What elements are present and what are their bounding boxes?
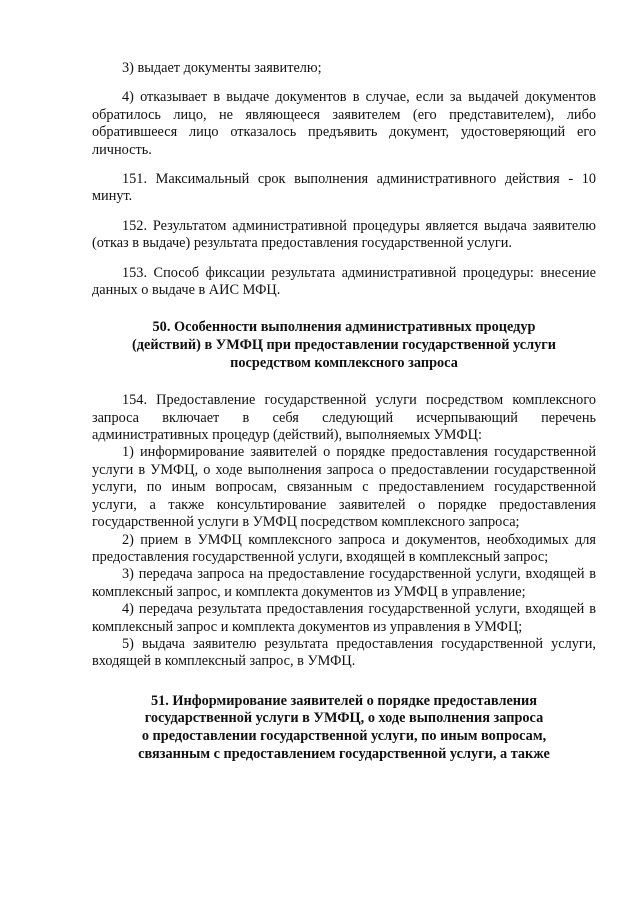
list-item-5: 5) выдача заявителю результата предоставления государственной услуги, входящей в комплексный запрос, в УМФЦ. <box>92 635 596 670</box>
list-item-3: 3) передача запроса на предоставление государственной услуги, входящей в комплексный запрос, и комплекта документов из УМФЦ в управление; <box>92 566 596 600</box>
heading-51-line-4: связанным с предоставлением государственной услуги, а также <box>138 745 550 762</box>
list-item-1: 1) информирование заявителей о порядке предоставления государственной услуги в УМФЦ, о ходе выполнения запроса о предоставлении государственной услуги, по иным вопросам, связанным с предоставлением государственной услуги, а также консультирование заявителей о порядке предоставления государственной услуги в УМФЦ посредством комплексного запроса; <box>92 444 596 531</box>
list-item-2: 2) прием в УМФЦ комплексного запроса и документов, необходимых для предоставления государственной услуги, входящей в комплексный запрос; <box>92 531 596 565</box>
heading-50-line-3: посредством комплексного запроса <box>230 354 458 371</box>
paragraph-151: 151. Максимальный срок выполнения административного действия - 10 минут. <box>92 171 596 205</box>
heading-51-line-3: о предоставлении государственной услуги, по иным вопросам, <box>141 727 547 744</box>
paragraph-154: 154. Предоставление государственной услуги посредством комплексного запроса включает в себя следующий исчерпывающий перечень административных процедур (действий), выполняемых УМФЦ: <box>92 392 596 444</box>
heading-50-line-1: 50. Особенности выполнения административных процедур <box>152 319 536 336</box>
paragraph-item-3: 3) выдает документы заявителю; <box>122 60 322 76</box>
heading-51-line-1: 51. Информирование заявителей о порядке предоставления <box>150 692 538 709</box>
heading-50-line-2: (действий) в УМФЦ при предоставлении государственной услуги <box>132 337 556 354</box>
paragraph-153: 153. Способ фиксации результата административной процедуры: внесение данных о выдаче в АИС МФЦ. <box>92 264 596 299</box>
paragraph-152: 152. Результатом административной процедуры является выдача заявителю (отказ в выдаче) результата предоставления государственной услуги. <box>92 217 596 252</box>
section-heading-50 <box>92 319 596 372</box>
list-item-4: 4) передача результата предоставления государственной услуги, входящей в комплексный запрос и комплекта документов из управления в УМФЦ; <box>92 601 596 635</box>
section-heading-51 <box>92 693 596 763</box>
paragraph-item-4: 4) отказывает в выдаче документов в случае, если за выдачей документов обратилось лицо, не являющееся заявителем (его представителем), либо обратившееся лицо отказалось предъявить документ, удостоверяющий его личность. <box>92 89 596 158</box>
heading-51-line-2: государственной услуги в УМФЦ, о ходе выполнения запроса <box>144 710 544 727</box>
